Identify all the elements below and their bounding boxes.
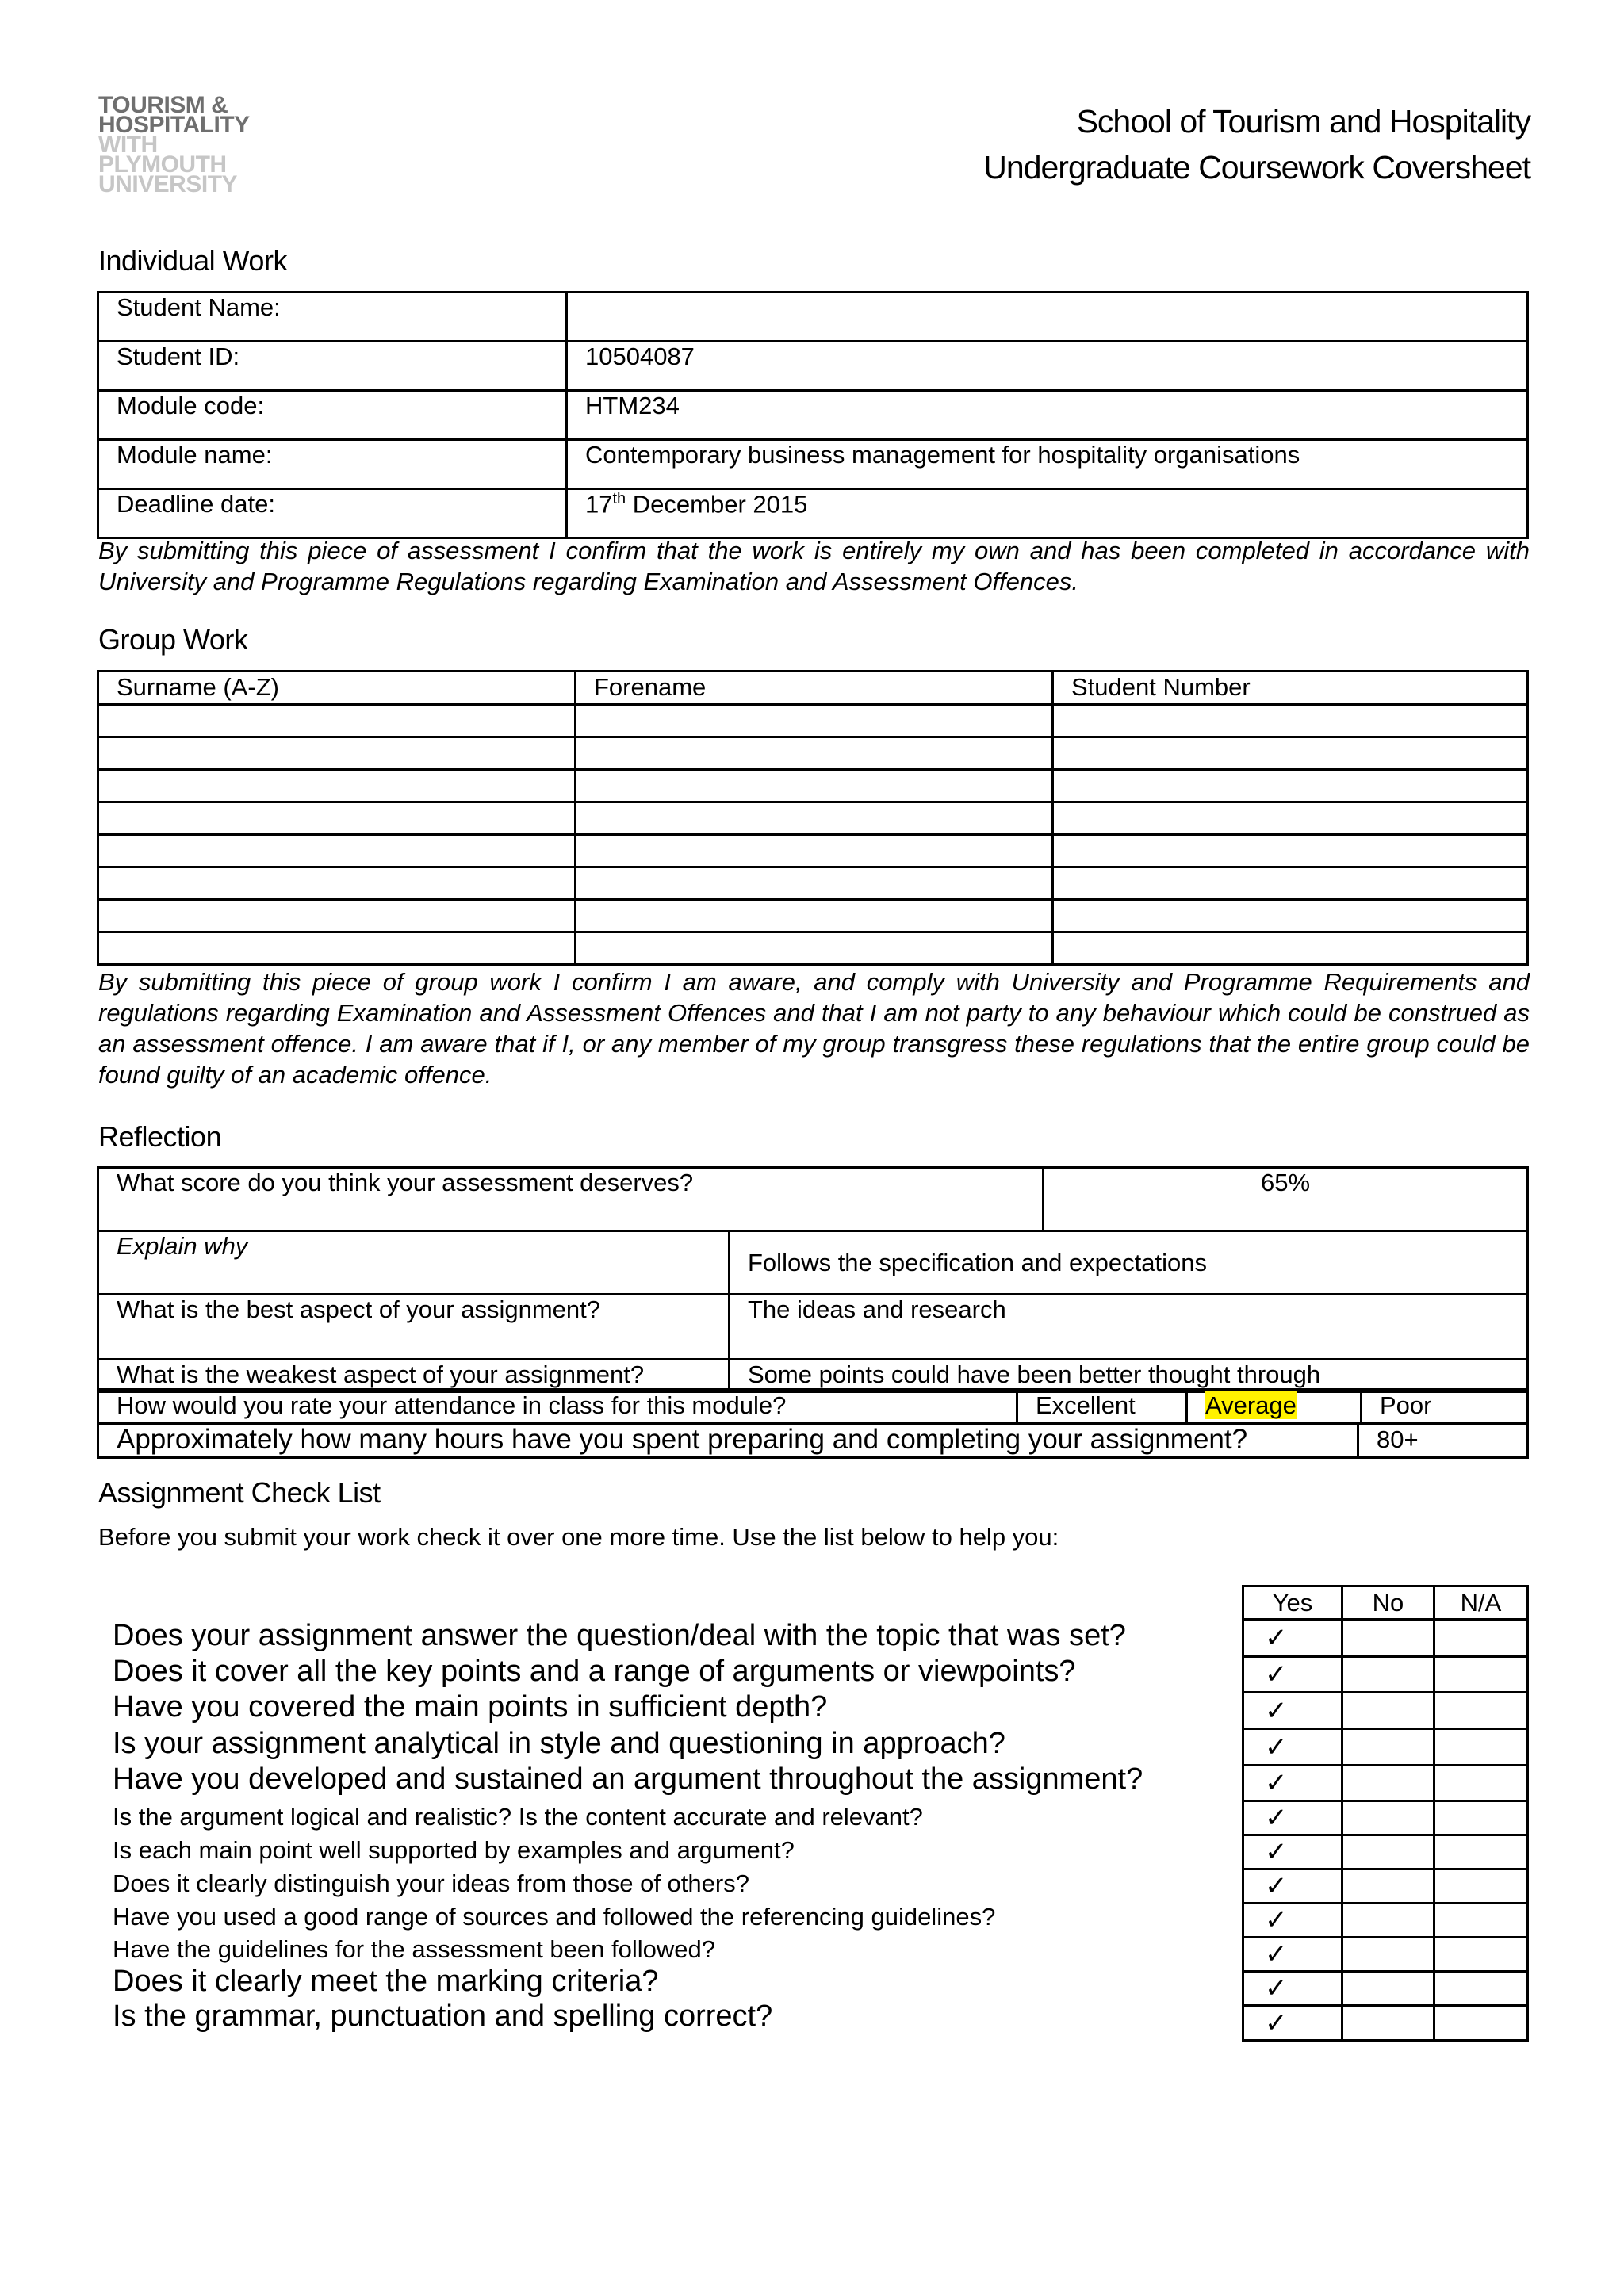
student-number-cell[interactable]: [1053, 770, 1528, 802]
module-code-value[interactable]: HTM234: [567, 391, 1528, 440]
attendance-option-excellent[interactable]: Excellent: [1017, 1390, 1187, 1424]
table-row: [1243, 1766, 1528, 1801]
checklist-heading: Assignment Check List: [98, 1476, 381, 1509]
header-titles: [983, 98, 1530, 190]
table-row: [98, 342, 1528, 391]
logo-line: PLYMOUTH: [98, 151, 227, 178]
na-cell[interactable]: [1434, 1835, 1528, 1869]
checklist-question: Does it clearly meet the marking criteria?: [113, 1965, 659, 1998]
attendance-option-average[interactable]: [1187, 1390, 1362, 1424]
column-header: N/A: [1434, 1586, 1528, 1620]
student-number-cell[interactable]: [1053, 932, 1528, 965]
no-cell[interactable]: [1342, 1938, 1434, 1972]
checklist-question: Is the argument logical and realistic? Is the content accurate and relevant?: [113, 1803, 923, 1831]
table-row: [98, 489, 1528, 538]
table-row: [1243, 1729, 1528, 1766]
student-id-value[interactable]: 10504087: [567, 342, 1528, 391]
no-cell[interactable]: [1342, 1693, 1434, 1729]
student-number-cell[interactable]: [1053, 900, 1528, 932]
table-header-row: [1243, 1586, 1528, 1620]
surname-cell[interactable]: [98, 705, 576, 737]
no-cell[interactable]: [1342, 1657, 1434, 1693]
checklist-table: [1242, 1585, 1529, 2042]
checklist-question: Have the guidelines for the assessment been followed?: [113, 1935, 715, 1963]
column-header: Forename: [576, 672, 1053, 705]
table-row: [1243, 1620, 1528, 1657]
checklist-question: Have you used a good range of sources and followed the referencing guidelines?: [113, 1903, 996, 1931]
field-label: Student Name:: [98, 293, 567, 342]
column-header: Yes: [1243, 1586, 1342, 1620]
checklist-question: Have you developed and sustained an argument throughout the assignment?: [113, 1762, 1143, 1796]
checkmark-icon[interactable]: ✓: [1243, 1835, 1342, 1869]
na-cell[interactable]: [1434, 1801, 1528, 1835]
no-cell[interactable]: [1342, 1835, 1434, 1869]
explain-label: Explain why: [98, 1231, 730, 1295]
na-cell[interactable]: [1434, 1938, 1528, 1972]
group-work-heading: Group Work: [98, 623, 248, 656]
checkmark-icon[interactable]: ✓: [1243, 1972, 1342, 2006]
table-row: [98, 1360, 1528, 1392]
table-row: [98, 867, 1528, 900]
field-label: Module code:: [98, 391, 567, 440]
table-row: [98, 391, 1528, 440]
na-cell[interactable]: [1434, 1766, 1528, 1801]
table-row: [98, 440, 1528, 489]
na-cell[interactable]: [1434, 1693, 1528, 1729]
explain-value[interactable]: Follows the specification and expectations: [730, 1231, 1528, 1295]
deadline-rest: December 2015: [626, 490, 808, 519]
checkmark-icon[interactable]: ✓: [1243, 1657, 1342, 1693]
field-label: Deadline date:: [98, 489, 567, 538]
surname-cell[interactable]: [98, 932, 576, 965]
logo-line: HOSPITALITY: [98, 112, 250, 138]
checkmark-icon[interactable]: ✓: [1243, 1869, 1342, 1904]
table-row: [98, 770, 1528, 802]
na-cell[interactable]: [1434, 1972, 1528, 2006]
na-cell[interactable]: [1434, 1729, 1528, 1766]
table-row: [98, 802, 1528, 835]
table-row: [98, 1390, 1528, 1424]
student-number-cell[interactable]: [1053, 835, 1528, 867]
table-row: [1243, 1904, 1528, 1938]
surname-cell[interactable]: [98, 835, 576, 867]
no-cell[interactable]: [1342, 1972, 1434, 2006]
table-row: [98, 1295, 1528, 1360]
no-cell[interactable]: [1342, 1620, 1434, 1657]
checklist-question: Is the grammar, punctuation and spelling correct?: [113, 1999, 773, 2033]
student-number-cell[interactable]: [1053, 737, 1528, 770]
student-number-cell[interactable]: [1053, 802, 1528, 835]
surname-cell[interactable]: [98, 770, 576, 802]
best-aspect-question: What is the best aspect of your assignment?: [98, 1295, 730, 1360]
table-row: [98, 1168, 1528, 1231]
forename-cell[interactable]: [576, 900, 1053, 932]
individual-work-table: [97, 291, 1529, 539]
no-cell[interactable]: [1342, 1904, 1434, 1938]
student-number-cell[interactable]: [1053, 705, 1528, 737]
table-row: [98, 1231, 1528, 1295]
reflection-aspects-table: [97, 1230, 1529, 1393]
hours-question: Approximately how many hours have you spent preparing and completing your assignment?: [98, 1424, 1358, 1458]
forename-cell[interactable]: [576, 770, 1053, 802]
no-cell[interactable]: [1342, 2006, 1434, 2041]
group-work-table: [97, 670, 1529, 966]
surname-cell[interactable]: [98, 737, 576, 770]
score-question: What score do you think your assessment deserves?: [98, 1168, 1044, 1231]
no-cell[interactable]: [1342, 1869, 1434, 1904]
table-row: [98, 1424, 1528, 1458]
field-label: Module name:: [98, 440, 567, 489]
table-row: [1243, 1835, 1528, 1869]
reflection-heading: Reflection: [98, 1120, 222, 1153]
checklist-intro: Before you submit your work check it over one more time. Use the list below to help you:: [98, 1523, 1059, 1551]
checkmark-icon[interactable]: ✓: [1243, 1801, 1342, 1835]
deadline-date-value[interactable]: [567, 489, 1528, 538]
reflection-score-table: [97, 1166, 1529, 1232]
na-cell[interactable]: [1434, 1620, 1528, 1657]
forename-cell[interactable]: [576, 867, 1053, 900]
individual-declaration: By submitting this piece of assessment I confirm that the work is entirely my own and has been completed in accordance with University and Programme Regulations regarding Examination and Assessment Offences.: [98, 537, 1530, 595]
attendance-option-poor[interactable]: Poor: [1362, 1390, 1528, 1424]
column-header: Student Number: [1053, 672, 1528, 705]
no-cell[interactable]: [1342, 1766, 1434, 1801]
checklist-question: Is each main point well supported by examples and argument?: [113, 1836, 795, 1864]
hours-value[interactable]: 80+: [1358, 1424, 1528, 1458]
table-row: [1243, 1657, 1528, 1693]
forename-cell[interactable]: [576, 932, 1053, 965]
surname-cell[interactable]: [98, 802, 576, 835]
table-row: [1243, 1693, 1528, 1729]
table-row: [98, 932, 1528, 965]
checklist-question: Have you covered the main points in sufficient depth?: [113, 1690, 828, 1724]
logo-line: WITH: [98, 132, 158, 158]
module-name-value[interactable]: Contemporary business management for hospitality organisations: [567, 440, 1528, 489]
no-cell[interactable]: [1342, 1729, 1434, 1766]
table-row: [98, 293, 1528, 342]
weakest-aspect-value[interactable]: Some points could have been better thought through: [730, 1360, 1528, 1392]
forename-cell[interactable]: [576, 737, 1053, 770]
table-row: [1243, 2006, 1528, 2041]
checklist-question: Does your assignment answer the question/deal with the topic that was set?: [113, 1619, 1126, 1652]
forename-cell[interactable]: [576, 802, 1053, 835]
table-row: [1243, 1869, 1528, 1904]
table-header-row: [98, 672, 1528, 705]
logo-line: UNIVERSITY: [98, 171, 238, 197]
checkmark-icon[interactable]: ✓: [1243, 1766, 1342, 1801]
na-cell[interactable]: [1434, 1869, 1528, 1904]
forename-cell[interactable]: [576, 705, 1053, 737]
university-logo: [98, 92, 250, 197]
column-header: No: [1342, 1586, 1434, 1620]
checkmark-icon[interactable]: ✓: [1243, 1729, 1342, 1766]
na-cell[interactable]: [1434, 1904, 1528, 1938]
forename-cell[interactable]: [576, 835, 1053, 867]
field-label: Student ID:: [98, 342, 567, 391]
attendance-question: How would you rate your attendance in class for this module?: [98, 1390, 1017, 1424]
individual-work-heading: Individual Work: [98, 244, 287, 277]
na-cell[interactable]: [1434, 1657, 1528, 1693]
deadline-day-suffix: th: [612, 490, 626, 507]
table-row: [98, 705, 1528, 737]
student-name-value[interactable]: [567, 293, 1528, 342]
score-value[interactable]: 65%: [1044, 1168, 1528, 1231]
table-row: [1243, 1801, 1528, 1835]
checkmark-icon[interactable]: ✓: [1243, 1904, 1342, 1938]
table-row: [1243, 1938, 1528, 1972]
checklist-question: Is your assignment analytical in style and questioning in approach?: [113, 1727, 1005, 1760]
selected-highlight: Average: [1205, 1391, 1297, 1419]
column-header: Surname (A-Z): [98, 672, 576, 705]
best-aspect-value[interactable]: The ideas and research: [730, 1295, 1528, 1360]
na-cell[interactable]: [1434, 2006, 1528, 2041]
checklist-question: Does it clearly distinguish your ideas from those of others?: [113, 1869, 749, 1897]
table-row: [98, 835, 1528, 867]
checkmark-icon[interactable]: ✓: [1243, 1938, 1342, 1972]
checkmark-icon[interactable]: ✓: [1243, 1693, 1342, 1729]
checklist-question: Does it cover all the key points and a range of arguments or viewpoints?: [113, 1655, 1076, 1688]
surname-cell[interactable]: [98, 867, 576, 900]
weakest-aspect-question: What is the weakest aspect of your assignment?: [98, 1360, 730, 1392]
logo-line: TOURISM &: [98, 92, 228, 118]
group-declaration: By submitting this piece of group work I confirm I am aware, and comply with University and Programme Requirements and regulations regarding Examination and Assessment Offences and that I am not party to any behaviour which could be construed as an assessment offence. I am aware that if I, or any member of my group transgress these regulations that the entire group could be found guilty of an academic offence.: [98, 968, 1530, 1089]
attendance-table: [97, 1388, 1529, 1425]
deadline-day: 17: [585, 490, 613, 519]
school-name: School of Tourism and Hospitality: [1076, 103, 1530, 140]
student-number-cell[interactable]: [1053, 867, 1528, 900]
checkmark-icon[interactable]: ✓: [1243, 1620, 1342, 1657]
table-row: [1243, 1972, 1528, 2006]
table-row: [98, 737, 1528, 770]
surname-cell[interactable]: [98, 900, 576, 932]
checkmark-icon[interactable]: ✓: [1243, 2006, 1342, 2041]
sheet-title: Undergraduate Coursework Coversheet: [983, 149, 1530, 186]
no-cell[interactable]: [1342, 1801, 1434, 1835]
hours-table: [97, 1422, 1529, 1459]
table-row: [98, 900, 1528, 932]
